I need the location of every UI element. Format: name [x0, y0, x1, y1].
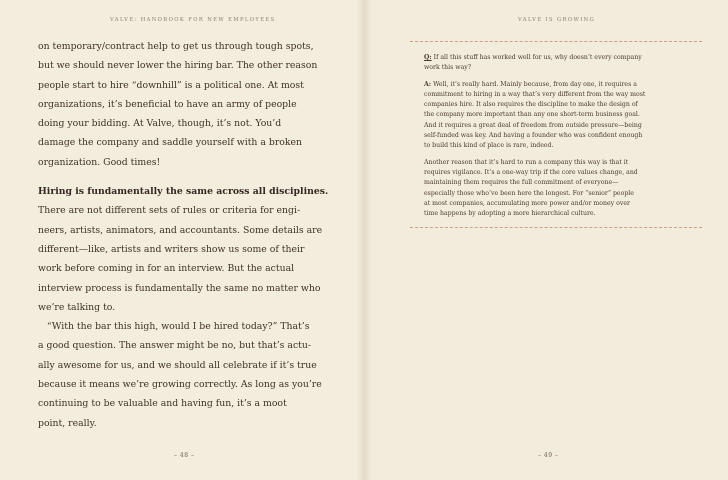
section-heading — [38, 182, 328, 201]
answer-text: Well, it’s really hard. Mainly because, from day one, it requires a — [433, 80, 637, 88]
body-line: ally awesome for us, and we should all celebrate if it’s true — [38, 359, 317, 371]
answer-line: at most companies, accumulating more power and/or money over — [424, 199, 630, 207]
left-running-header: VALVE: HANDBOOK FOR NEW EMPLOYEES — [110, 17, 276, 23]
body-line: but we should never lower the hiring bar. The other reason — [38, 60, 318, 72]
body-line: organizations, it’s beneficial to have an army of people — [38, 98, 297, 110]
body-line: different—like, artists and writers show us some of their — [38, 243, 305, 255]
question-line — [424, 53, 702, 63]
section-heading-text: Hiring is fundamentally the same across all disciplines. — [38, 186, 329, 198]
answer-line: Another reason that it’s hard to run a company this way is that it — [424, 158, 629, 166]
answer-line — [424, 80, 702, 90]
question-text: If all this stuff has worked well for us, why doesn’t every company — [433, 54, 642, 61]
left-body-text — [38, 37, 328, 433]
answer-line: And it requires a great deal of freedom from outside pressure—being — [424, 121, 642, 129]
answer-line: commitment to hiring in a way that’s very different from the way most — [424, 90, 646, 98]
body-line: on temporary/contract help to get us through tough spots, — [38, 41, 314, 52]
body-line: we’re talking to. — [38, 301, 116, 313]
body-line: work before coming in for an interview. But the actual — [38, 263, 295, 275]
body-line: neers, artists, animators, and accountants. Some details are — [38, 224, 323, 236]
body-line: because it means we’re growing correctly. As long as you’re — [38, 379, 322, 391]
question-label: Q: — [424, 54, 432, 61]
body-line: a good question. The answer might be no, but that’s actu- — [38, 340, 312, 352]
left-page-number: – 48 – — [174, 452, 195, 459]
body-line: organization. Good times! — [38, 156, 161, 168]
answer-label: A: — [424, 80, 432, 88]
answer-line: maintaining them requires the full commitment of everyone— — [424, 179, 619, 187]
body-line: doing your bidding. At Valve, though, it’s not. You’d — [38, 118, 282, 130]
answer-line: especially those who’ve been here the longest. For “senior” people — [424, 189, 634, 197]
answer-line: time happens by adopting a more hierarchical culture. — [424, 210, 596, 218]
answer-line: the company more important than any one short-term business goal. — [424, 111, 640, 119]
book-gutter — [356, 0, 372, 480]
answer-line: to build this kind of place is rare, indeed. — [424, 142, 554, 150]
qa-sidebar-box — [410, 41, 702, 228]
right-page-number: – 49 – — [538, 452, 559, 459]
body-line: point, really. — [38, 417, 97, 429]
body-line: “With the bar this high, would I be hired today?” That’s — [38, 321, 310, 333]
answer-line: requires vigilance. It’s a one-way trip if the core values change, and — [424, 168, 638, 176]
body-line: interview process is fundamentally the same no matter who — [38, 282, 321, 294]
right-running-header: VALVE IS GROWING — [518, 17, 596, 23]
body-line: There are not different sets of rules or criteria for engi- — [38, 205, 301, 217]
answer-line: companies hire. It also requires the discipline to make the design of — [424, 101, 638, 109]
answer-line: self-funded was key. And having a founder who was confident enough — [424, 132, 643, 140]
paragraph-gap — [38, 172, 328, 182]
body-line: people start to hire “downhill” is a political one. At most — [38, 79, 304, 91]
body-line: continuing to be valuable and having fun, it’s a moot — [38, 398, 287, 410]
question-line: work this way? — [424, 64, 472, 72]
body-line: damage the company and saddle yourself with a broken — [38, 137, 302, 149]
